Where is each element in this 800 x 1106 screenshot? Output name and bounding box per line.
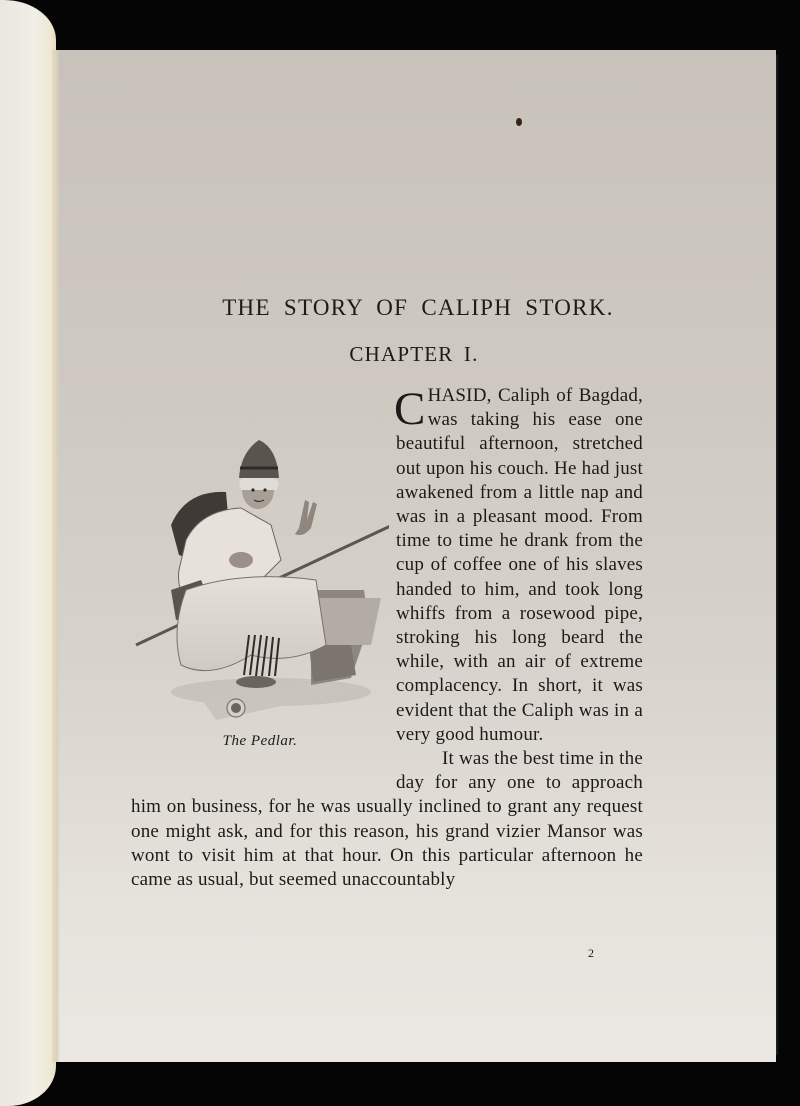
illustration-figure	[131, 384, 389, 774]
paragraph-1-text: HASID, Caliph of Bagdad, was taking his ease one beautiful afternoon, stretched out upon his couch. He had just awakened from a little nap and was in a pleasant mood. From time to time he drank from the cup of coffee one of his slaves handed to him, and took long whiffs from a rosewood pipe, stroking his long beard the while, with an air of extreme complacency. In short, it was evident that the Caliph was in a very good humour.	[396, 385, 643, 745]
paragraph-2: It was the best time in the day for any one to approach him on business, for he was usually inclined to grant any request one might ask, and for this reason, his grand vizier Mansor was wont to visit him at that hour. On this particular afternoon he came as usual, but seemed unaccountably	[131, 748, 643, 891]
page-gutter	[52, 50, 60, 1062]
drop-cap: C	[394, 383, 426, 435]
foxing-spot	[516, 118, 522, 126]
page-number: 2	[588, 946, 594, 960]
body-text	[131, 384, 643, 892]
pedlar-illustration	[131, 430, 389, 730]
book-page	[52, 50, 776, 1062]
book-title: THE STORY OF CALIPH STORK.	[222, 295, 614, 320]
illustration-caption: The Pedlar.	[222, 733, 298, 749]
chapter-title: CHAPTER I.	[349, 342, 479, 366]
left-page-edge	[0, 0, 56, 1106]
